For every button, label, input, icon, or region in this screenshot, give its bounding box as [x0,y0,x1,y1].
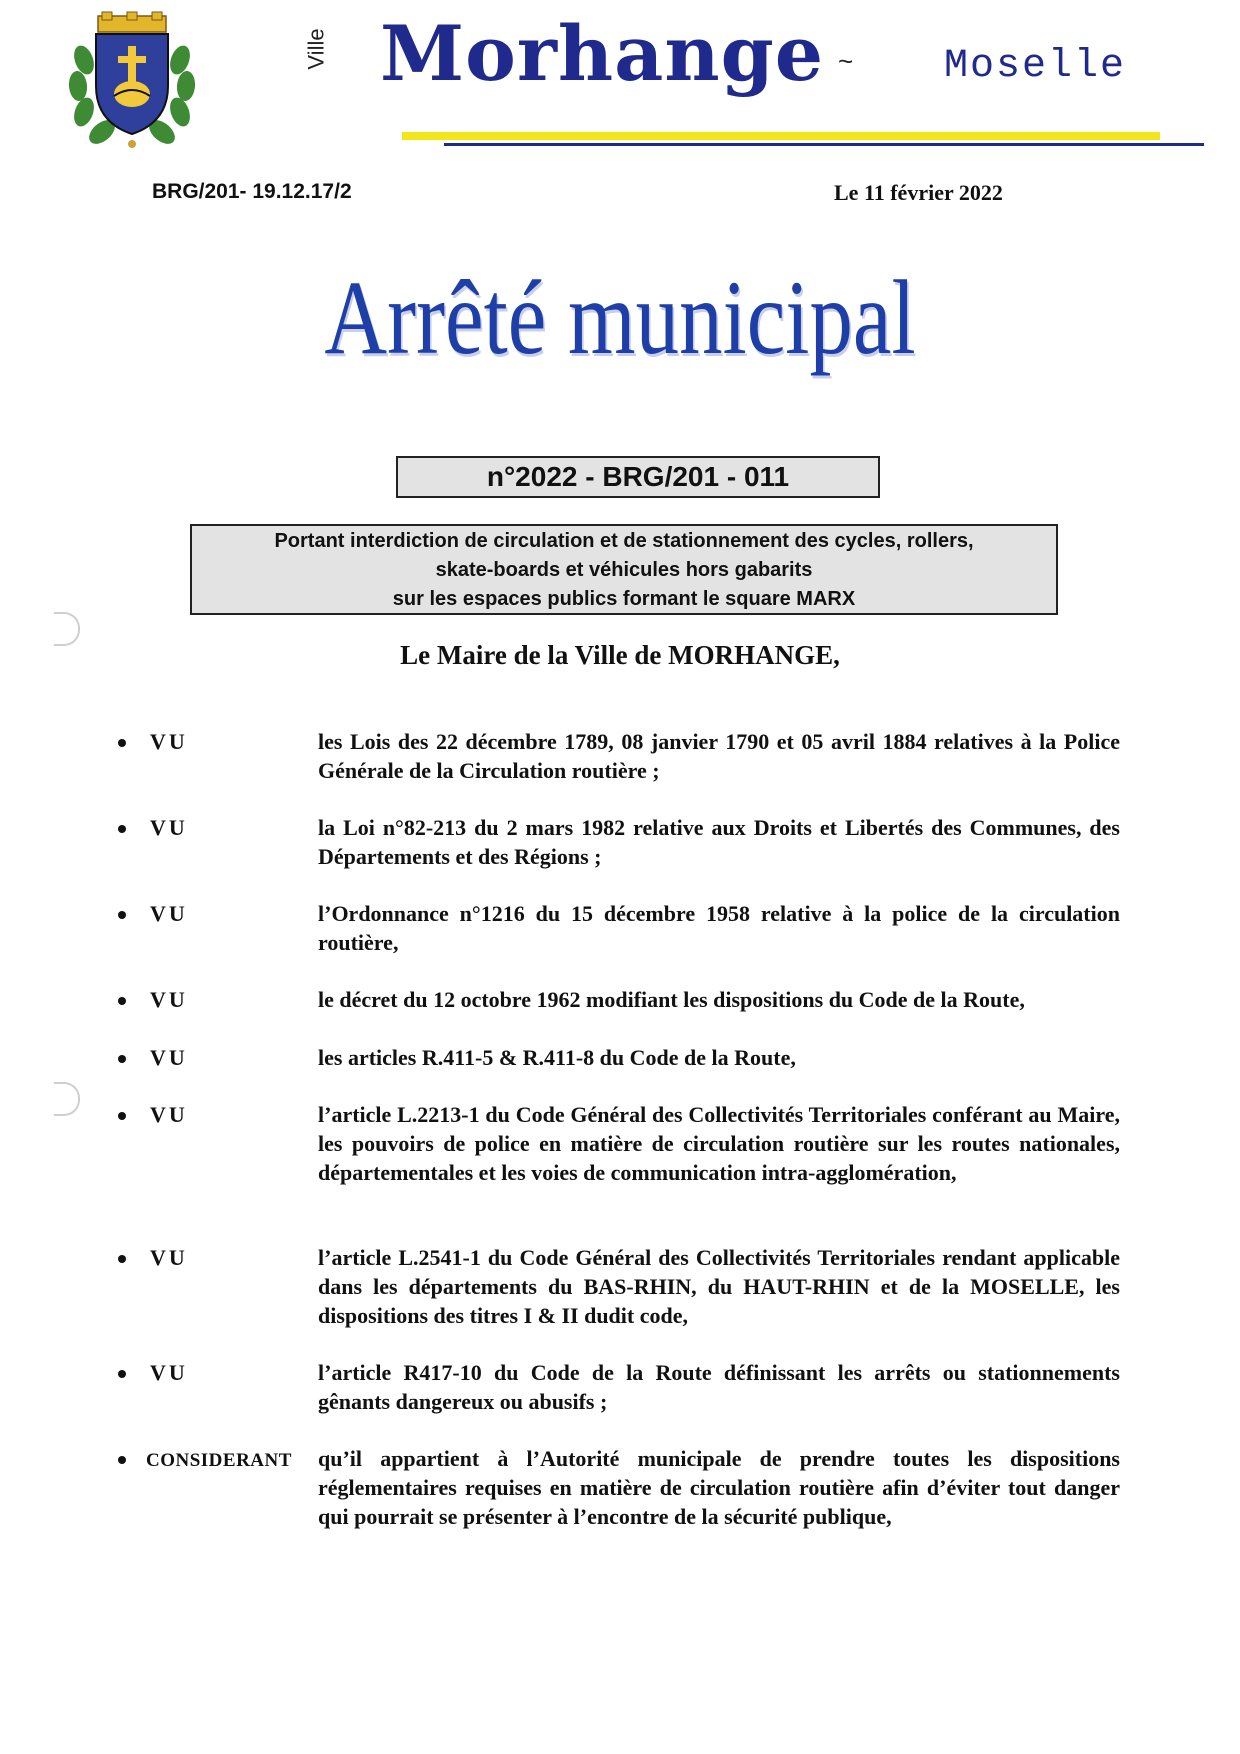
bullet-icon [118,997,126,1005]
bullet-icon [118,1112,126,1120]
town-name: Morhange [380,9,825,98]
item-text: qu’il appartient à l’Autorité municipale de prendre toutes les dispositions réglementaires requises en matière de circulation routière afin d’éviter tout danger qui pourrait se présenter à l’encontre de la sécurité publique, [318,1446,1120,1529]
item-label: VU [150,987,188,1012]
header-separator: ~ [838,46,854,76]
item-text: le décret du 12 octobre 1962 modifiant les dispositions du Code de la Route, [318,987,1025,1012]
bullet-icon [118,1255,126,1263]
item-label: VU [150,901,188,926]
item-label: VU [150,729,188,754]
subject-line: skate-boards et véhicules hors gabarits [435,559,813,581]
mayor-heading: Le Maire de la Ville de MORHANGE, [400,640,840,670]
item-label: VU [150,1360,188,1385]
item-label: VU [150,1102,188,1127]
bullet-icon [118,1370,126,1378]
punch-hole [54,1082,80,1116]
item-label: VU [150,815,188,840]
bullet-icon [118,911,126,919]
decree-number-box [396,456,880,498]
bullet-icon [118,1456,126,1464]
item-label: CONSIDERANT [146,1450,292,1471]
item-label: VU [150,1045,188,1070]
document-date: Le 11 février 2022 [834,180,1003,205]
subject-line: sur les espaces publics formant le square MARX [392,588,856,610]
item-label: VU [150,1245,188,1270]
item-text: l’Ordonnance n°1216 du 15 décembre 1958 relative à la police de la circulation routière, [318,901,1120,955]
subject-line: Portant interdiction de circulation et de stationnement des cycles, rollers, [274,530,974,552]
decree-number: n°2022 - BRG/201 - 011 [486,461,790,492]
header-rule-yellow [402,132,1160,140]
reference-code: BRG/201- 19.12.17/2 [152,180,352,203]
header-rule-blue [444,143,1204,146]
subject-box [190,524,1058,615]
item-text: les Lois des 22 décembre 1789, 08 janvier 1790 et 05 avril 1884 relatives à la Police Générale de la Circulation routière ; [318,729,1120,783]
item-text: l’article L.2541-1 du Code Général des Collectivités Territoriales rendant applicable dans les départements du BAS-RHIN, du HAUT-RHIN et de la MOSELLE, les dispositions des titres I & II dudit code, [318,1245,1120,1328]
ville-label: Ville [304,28,329,70]
item-text: l’article L.2213-1 du Code Général des Collectivités Territoriales conférant au Maire, les pouvoirs de police en matière de circulation routière sur les routes nationales, départementales et les voies de communication intra-agglomération, [318,1102,1120,1185]
bullet-icon [118,739,126,747]
item-text: l’article R417-10 du Code de la Route définissant les arrêts ou stationnements gênants dangereux ou abusifs ; [318,1360,1120,1414]
bullet-icon [118,825,126,833]
department-name: Moselle [944,44,1127,89]
document-title: Arrêté municipal [324,259,916,376]
coat-of-arms-icon [62,10,202,152]
item-text: les articles R.411-5 & R.411-8 du Code de la Route, [318,1045,796,1070]
bullet-icon [118,1055,126,1063]
item-text: la Loi n°82-213 du 2 mars 1982 relative aux Droits et Libertés des Communes, des Départements et des Régions ; [318,815,1120,869]
